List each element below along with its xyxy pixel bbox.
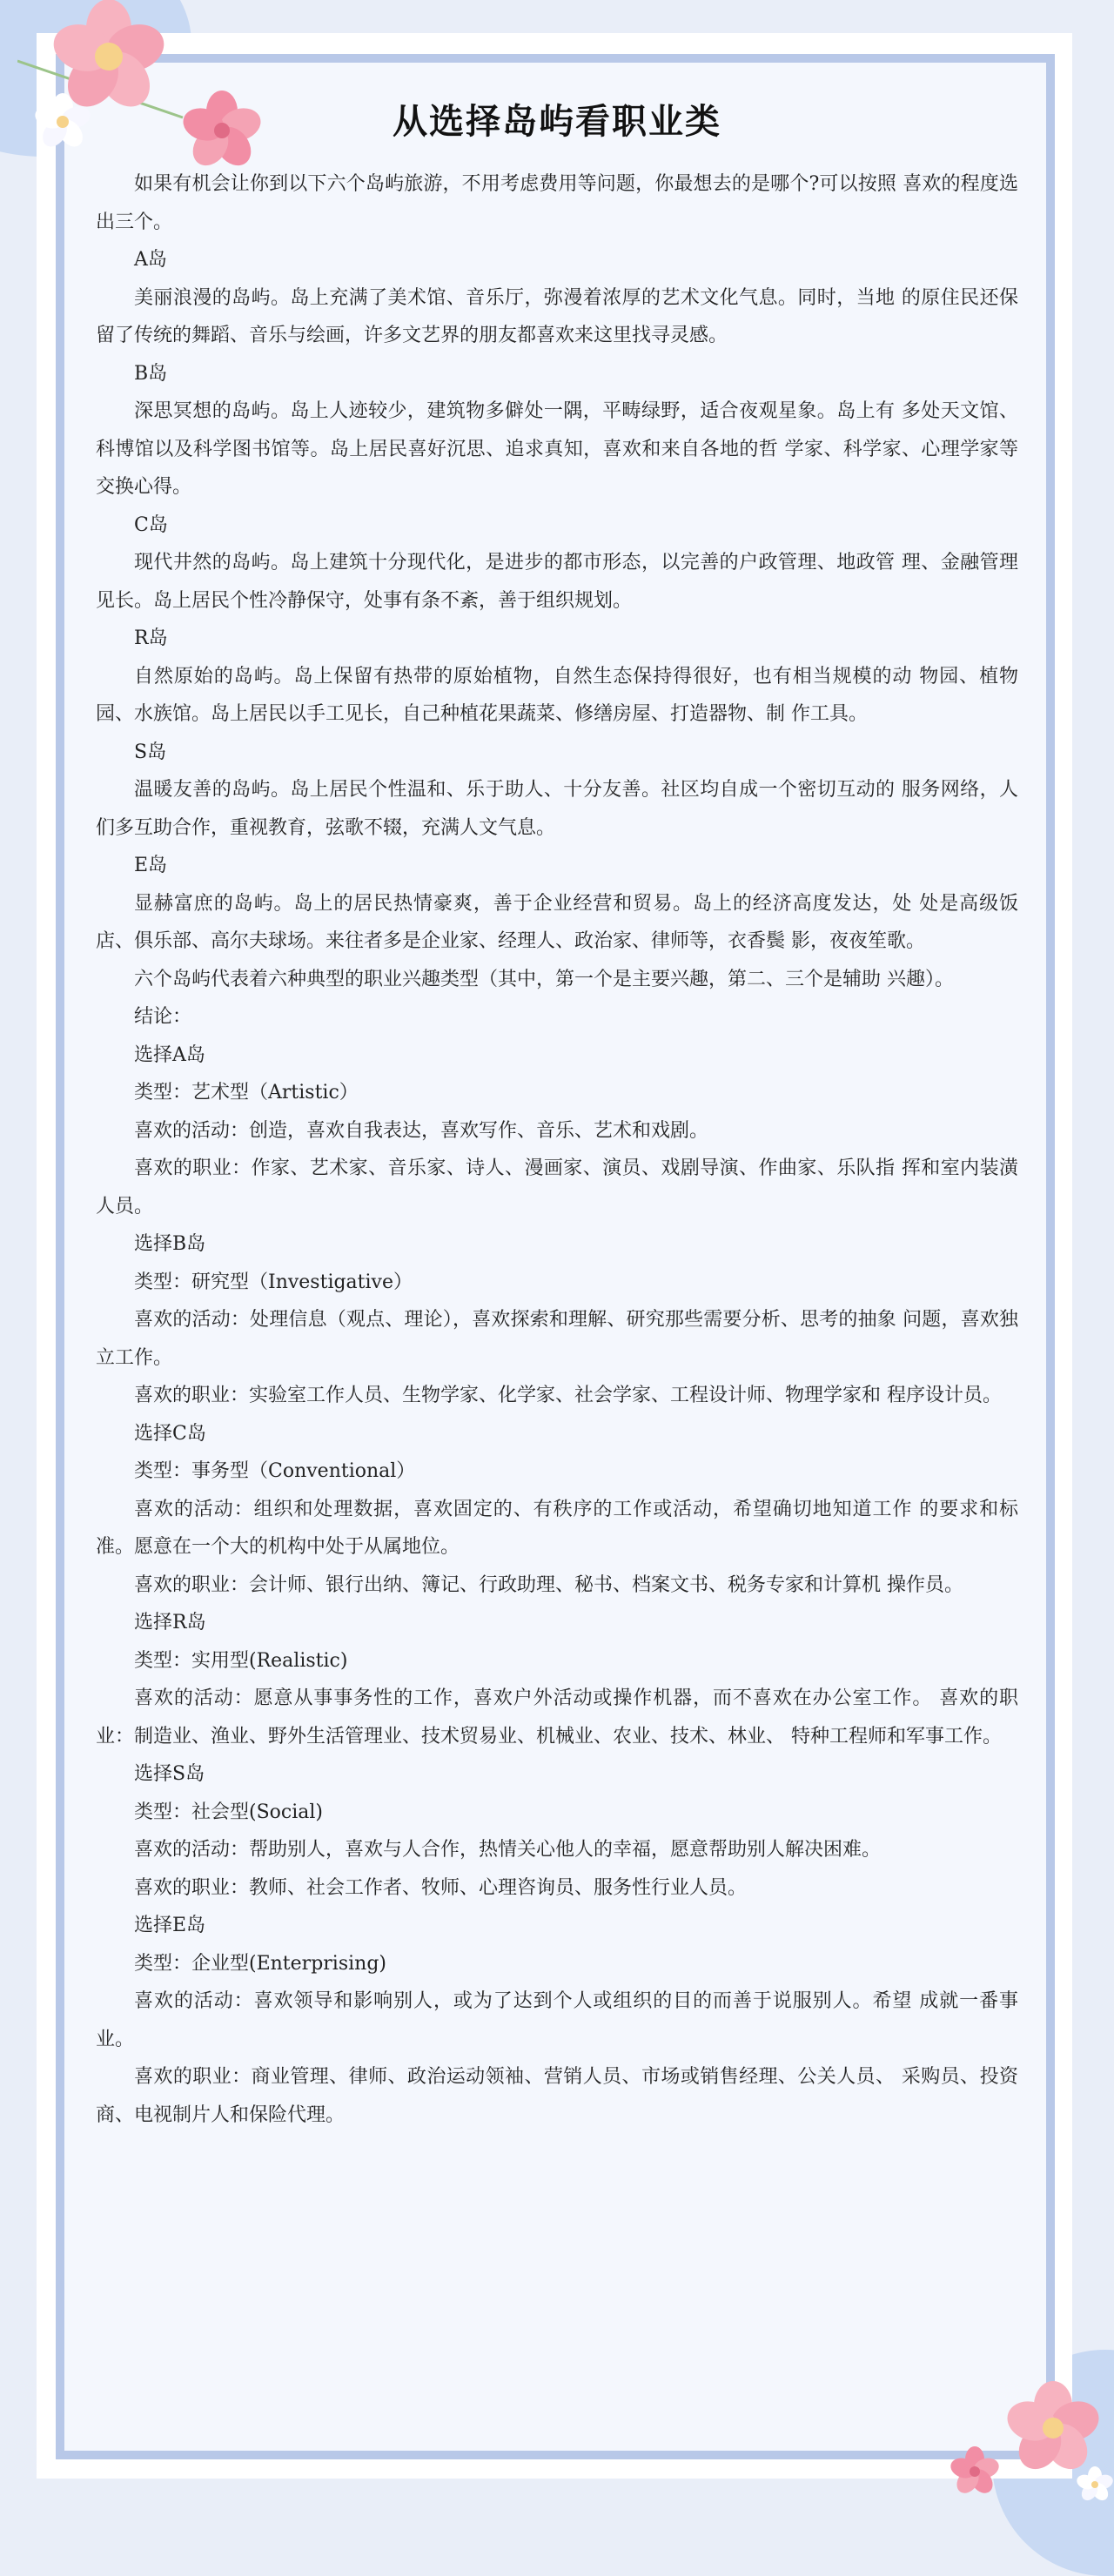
paragraph: 喜欢的活动：处理信息（观点、理论），喜欢探索和理解、研究那些需要分析、思考的抽象 问题，喜欢独立工作。 bbox=[96, 1309, 1018, 1369]
paragraph: 自然原始的岛屿。岛上保留有热带的原始植物，自然生态保持得很好，也有相当规模的动 物园、植物园、水族馆。岛上居民以手工见长，自己种植花果蔬菜、修缮房屋、打造器物、制 作工具。 bbox=[96, 665, 1018, 725]
paragraph: S岛 bbox=[134, 741, 167, 763]
paragraph: 喜欢的活动：创造，喜欢自我表达，喜欢写作、音乐、艺术和戏剧。 bbox=[134, 1119, 709, 1142]
paragraph: 类型：研究型（Investigative） bbox=[134, 1271, 413, 1293]
paragraph: C岛 bbox=[134, 513, 168, 536]
paragraph: 类型：艺术型（Artistic） bbox=[134, 1082, 359, 1104]
paragraph: 喜欢的职业：会计师、银行出纳、簿记、行政助理、秘书、档案文书、税务专家和计算机 操作员。 bbox=[134, 1573, 963, 1596]
paragraph: 美丽浪漫的岛屿。岛上充满了美术馆、音乐厅，弥漫着浓厚的艺术文化气息。同时，当地 的原住民还保留了传统的舞蹈、音乐与绘画，许多文艺界的朋友都喜欢来这里找寻灵感。 bbox=[96, 286, 1018, 346]
paragraph: 结论： bbox=[134, 1006, 192, 1028]
paragraph: 选择S岛 bbox=[134, 1763, 205, 1785]
paragraph: B岛 bbox=[134, 362, 168, 385]
paragraph: 类型：社会型(Social) bbox=[134, 1801, 323, 1823]
paragraph: 喜欢的职业：作家、艺术家、音乐家、诗人、漫画家、演员、戏剧导演、作曲家、乐队指 挥和室内装潢人员。 bbox=[96, 1157, 1018, 1218]
paragraph: 类型：实用型(Realistic) bbox=[134, 1649, 348, 1672]
paragraph: 喜欢的活动：愿意从事事务性的工作，喜欢户外活动或操作机器，而不喜欢在办公室工作。 喜欢的职业：制造业、渔业、野外生活管理业、技术贸易业、机械业、农业、技术、林业、 特种工程师和军事工作。 bbox=[96, 1687, 1018, 1748]
paragraph: E岛 bbox=[134, 855, 168, 876]
paragraph-list bbox=[96, 165, 1018, 2134]
paragraph: 温暖友善的岛屿。岛上居民个性温和、乐于助人、十分友善。社区均自成一个密切互动的 服务网络，人们多互助合作，重视教育，弦歌不辍，充满人文气息。 bbox=[96, 779, 1018, 839]
paragraph: 显赫富庶的岛屿。岛上的居民热情豪爽，善于企业经营和贸易。岛上的经济高度发达，处 处是高级饭店、俱乐部、高尔夫球场。来往者多是企业家、经理人、政治家、律师等，衣香鬓 影，夜夜笙歌。 bbox=[96, 892, 1018, 952]
paragraph: 选择C岛 bbox=[134, 1422, 206, 1445]
paragraph: 喜欢的职业：商业管理、律师、政治运动领袖、营销人员、市场或销售经理、公关人员、 采购员、投资商、电视制片人和保险代理。 bbox=[96, 2066, 1018, 2126]
paragraph: 类型：企业型(Enterprising) bbox=[134, 1952, 386, 1975]
paragraph: 喜欢的职业：教师、社会工作者、牧师、心理咨询员、服务性行业人员。 bbox=[134, 1876, 748, 1899]
paragraph: 喜欢的职业：实验室工作人员、生物学家、化学家、社会学家、工程设计师、物理学家和 程序设计员。 bbox=[134, 1385, 1002, 1406]
paragraph: 深思冥想的岛屿。岛上人迹较少，建筑物多僻处一隅，平畴绿野，适合夜观星象。岛上有 多处天文馆、科博馆以及科学图书馆等。岛上居民喜好沉思、追求真知，喜欢和来自各地的哲 学家、科学家、心理学家等交换心得。 bbox=[96, 400, 1018, 498]
paragraph: 六个岛屿代表着六种典型的职业兴趣类型（其中，第一个是主要兴趣，第二、三个是辅助 兴趣）。 bbox=[134, 968, 954, 990]
paragraph: 选择R岛 bbox=[134, 1612, 206, 1633]
paragraph: 如果有机会让你到以下六个岛屿旅游，不用考虑费用等问题，你最想去的是哪个?可以按照 喜欢的程度选出三个。 bbox=[96, 173, 1018, 233]
document-title: 从选择岛屿看职业类 bbox=[393, 101, 721, 142]
paragraph: 选择A岛 bbox=[134, 1043, 205, 1066]
paragraph: 喜欢的活动：喜欢领导和影响别人，或为了达到个人或组织的目的而善于说服别人。希望 成就一番事业。 bbox=[96, 1990, 1018, 2050]
paragraph: R岛 bbox=[134, 627, 168, 649]
document-content bbox=[96, 96, 1018, 2134]
paragraph: 现代井然的岛屿。岛上建筑十分现代化，是进步的都市形态，以完善的户政管理、地政管 理、金融管理见长。岛上居民个性冷静保守，处事有条不紊，善于组织规划。 bbox=[96, 552, 1018, 612]
paragraph: 喜欢的活动：帮助别人，喜欢与人合作，热情关心他人的幸福，愿意帮助别人解决困难。 bbox=[134, 1839, 882, 1861]
paragraph: 类型：事务型（Conventional） bbox=[134, 1460, 416, 1482]
flower-bottom-right-icon bbox=[940, 2376, 1114, 2506]
paragraph: A岛 bbox=[134, 249, 167, 271]
paragraph: 选择B岛 bbox=[134, 1233, 206, 1255]
paragraph: 选择E岛 bbox=[134, 1915, 206, 1936]
paragraph: 喜欢的活动：组织和处理数据，喜欢固定的、有秩序的工作或活动，希望确切地知道工作 的要求和标准。愿意在一个大的机构中处于从属地位。 bbox=[96, 1498, 1018, 1558]
